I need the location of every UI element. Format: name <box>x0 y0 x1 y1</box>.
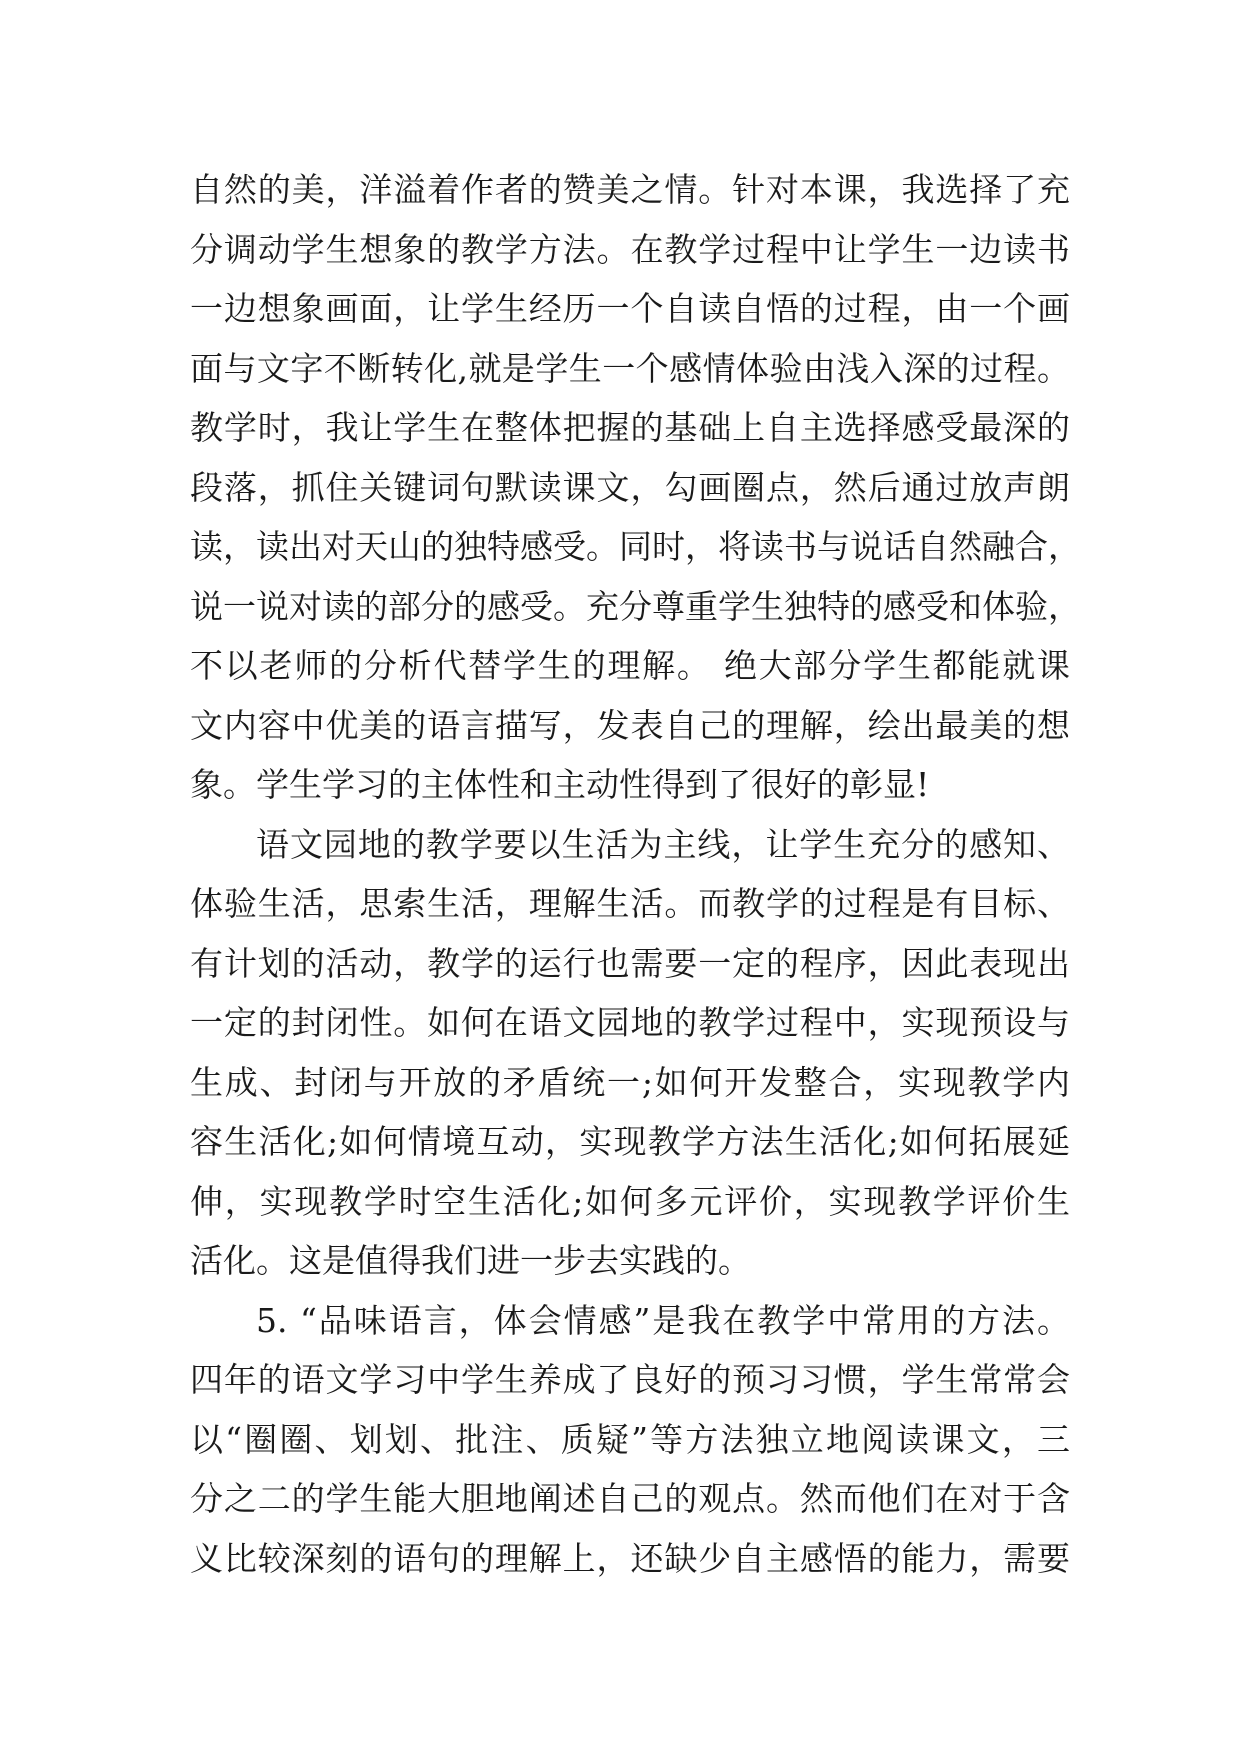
text-line: 分调动学生想象的教学方法。在教学过程中让学生一边读书 <box>190 229 1070 269</box>
text-line: 一边想象画面，让学生经历一个自读自悟的过程，由一个画 <box>190 289 1070 328</box>
text-line: 分之二的学生能大胆地阐述自己的观点。然而他们在对于含 <box>190 1479 1070 1518</box>
body-text <box>190 160 1081 1588</box>
text-line: 四年的语文学习中学生养成了良好的预习习惯，学生常常会 <box>190 1360 1070 1399</box>
text-line: 伸，实现教学时空生活化;如何多元评价，实现教学评价生 <box>190 1181 1070 1221</box>
text-line: 容生活化;如何情境互动，实现教学方法生活化;如何拓展延 <box>190 1122 1070 1161</box>
text-line: 以“圈圈、划划、批注、质疑”等方法独立地阅读课文，三 <box>190 1419 1070 1459</box>
text-line: 不以老师的分析代替学生的理解。 绝大部分学生都能就课 <box>190 646 1070 685</box>
text-line: 说一说对读的部分的感受。充分尊重学生独特的感受和体验， <box>190 586 1081 626</box>
paragraph-end-line: 象。学生学习的主体性和主动性得到了很好的彰显! <box>190 765 930 804</box>
text-line: 有计划的活动，教学的运行也需要一定的程序，因此表现出 <box>190 943 1070 983</box>
text-line: 面与文字不断转化,就是学生一个感情体验由浅入深的过程。 <box>190 348 1070 388</box>
paragraph-start-line: 语文园地的教学要以生活为主线，让学生充分的感知、 <box>256 824 1070 864</box>
paragraph-end-line: 活化。这是值得我们进一步去实践的。 <box>190 1241 751 1280</box>
text-line: 自然的美，洋溢着作者的赞美之情。针对本课，我选择了充 <box>190 170 1070 209</box>
text-line: 生成、封闭与开放的矛盾统一;如何开发整合，实现教学内 <box>190 1062 1070 1102</box>
text-line: 段落，抓住关键词句默读课文，勾画圈点，然后通过放声朗 <box>190 467 1070 507</box>
text-line: 一定的封闭性。如何在语文园地的教学过程中，实现预设与 <box>190 1003 1070 1042</box>
text-line: 义比较深刻的语句的理解上，还缺少自主感悟的能力，需要 <box>190 1538 1070 1578</box>
text-line: 读，读出对天山的独特感受。同时，将读书与说话自然融合， <box>190 527 1081 566</box>
text-line: 文内容中优美的语言描写，发表自己的理解，绘出最美的想 <box>190 705 1070 745</box>
text-line: 教学时，我让学生在整体把握的基础上自主选择感受最深的 <box>190 408 1070 447</box>
text-line: 体验生活，思索生活，理解生活。而教学的过程是有目标、 <box>190 884 1070 923</box>
paragraph-start-line: 5. “品味语言，体会情感”是我在教学中常用的方法。 <box>256 1300 1070 1340</box>
